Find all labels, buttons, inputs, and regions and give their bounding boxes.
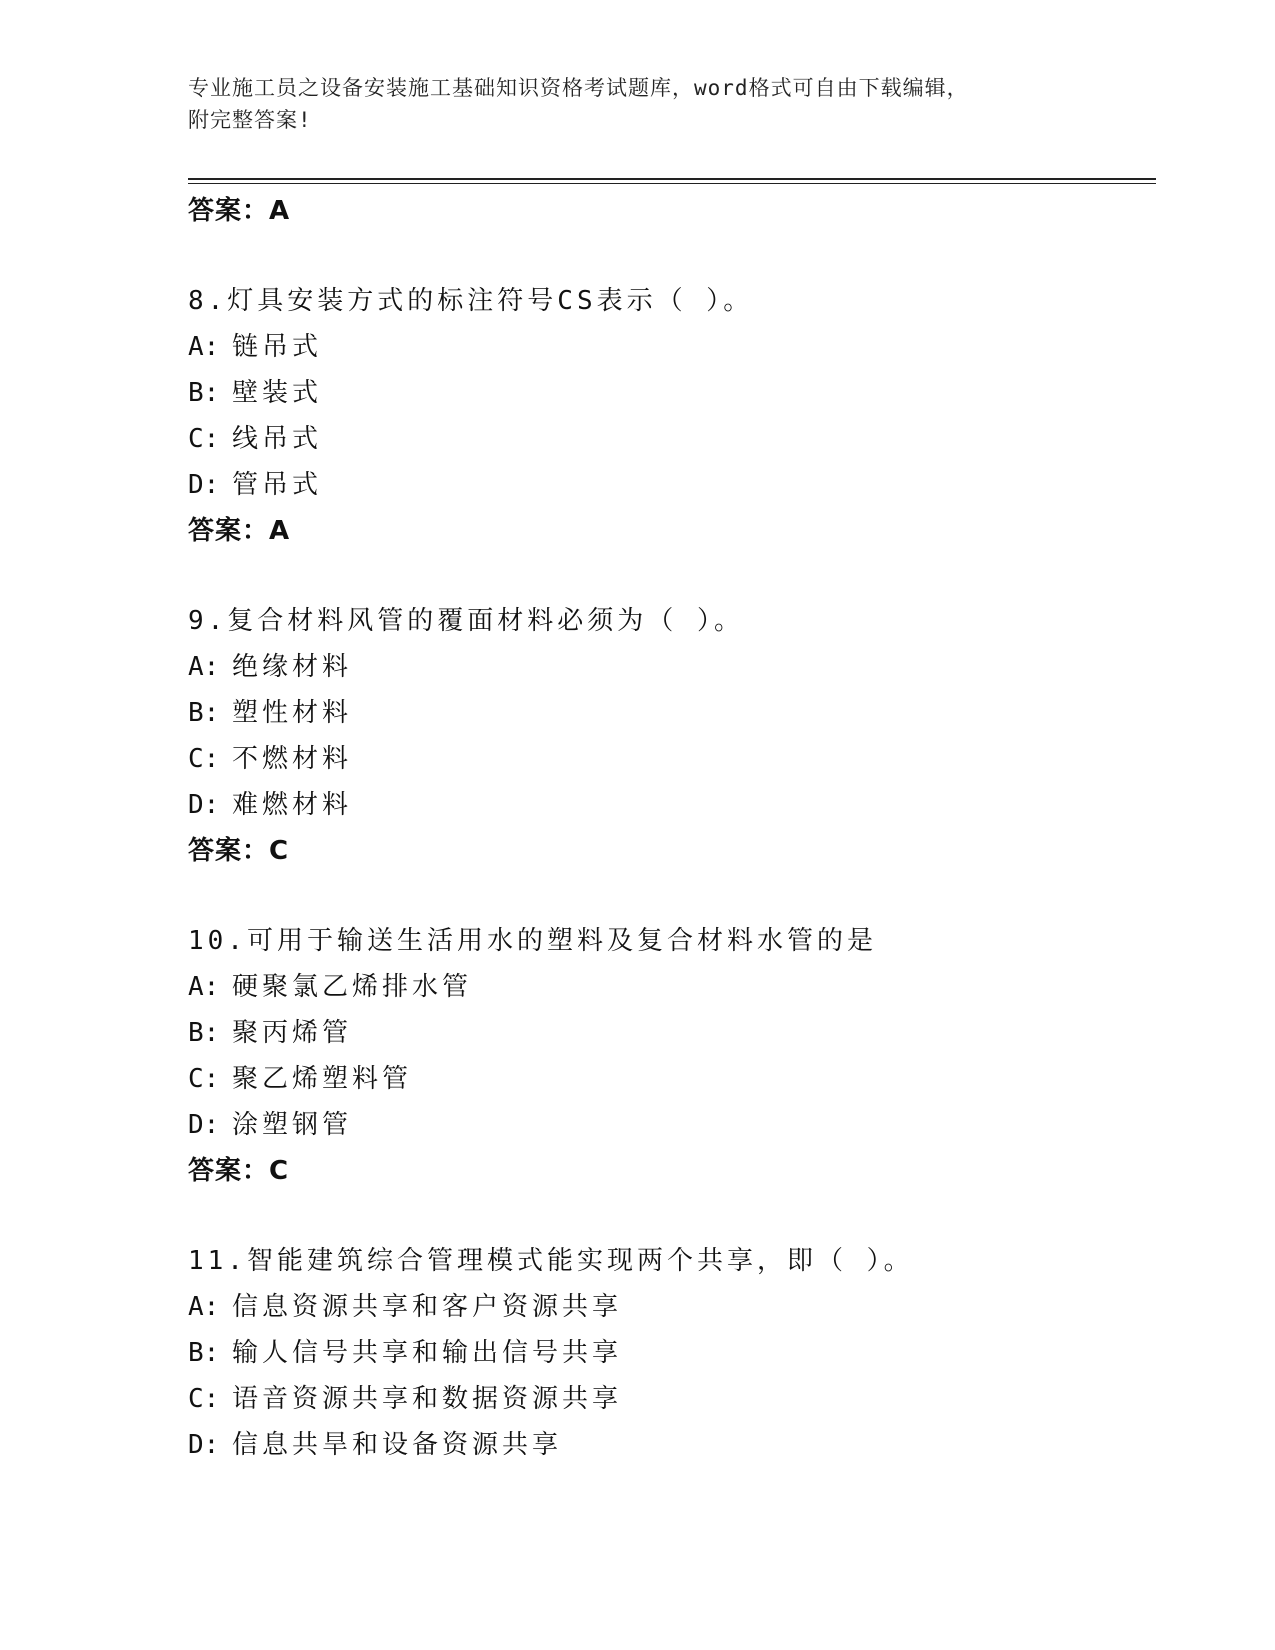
option-a (188, 1284, 1148, 1330)
option-key: A: (188, 332, 220, 362)
option-text: 壁装式 (232, 378, 323, 408)
option-text: 信息资源共享和客户资源共享 (232, 1292, 623, 1322)
option-text: 难燃材料 (232, 790, 353, 820)
header-divider-thick (188, 178, 1156, 180)
option-key: B: (188, 1018, 220, 1048)
option-a (188, 324, 1148, 370)
option-key: A: (188, 1292, 220, 1322)
option-key: C: (188, 1384, 220, 1414)
answer-line: 答案：C (188, 1156, 290, 1186)
option-text: 塑性材料 (232, 698, 353, 728)
option-key: B: (188, 698, 220, 728)
header-line-2: 附完整答案! (188, 108, 312, 132)
option-a (188, 644, 1148, 690)
option-text: 硬聚氯乙烯排水管 (232, 972, 473, 1002)
option-text: 不燃材料 (232, 744, 353, 774)
header-line-1: 专业施工员之设备安装施工基础知识资格考试题库，word格式可自由下载编辑， (188, 76, 969, 100)
option-text: 语音资源共享和数据资源共享 (232, 1384, 623, 1414)
option-key: D: (188, 1430, 220, 1460)
option-key: B: (188, 378, 220, 408)
option-key: C: (188, 424, 220, 454)
option-key: A: (188, 972, 220, 1002)
option-text: 聚丙烯管 (232, 1018, 353, 1048)
option-key: D: (188, 1110, 220, 1140)
option-b (188, 1010, 1148, 1056)
option-text: 链吊式 (232, 332, 323, 362)
option-d (188, 462, 1148, 508)
option-text: 输人信号共享和输出信号共享 (232, 1338, 623, 1368)
question-9 (188, 598, 1148, 874)
question-10 (188, 918, 1148, 1194)
question-text: 8.灯具安装方式的标注符号CS表示（ ）。 (188, 286, 754, 316)
option-text: 信息共旱和设备资源共享 (232, 1430, 563, 1460)
question-8 (188, 278, 1148, 554)
option-key: A: (188, 652, 220, 682)
option-c (188, 736, 1148, 782)
option-text: 聚乙烯塑料管 (232, 1064, 413, 1094)
option-a (188, 964, 1148, 1010)
answer-line: 答案：C (188, 836, 290, 866)
previous-answer: 答案：A (188, 196, 291, 226)
option-key: C: (188, 744, 220, 774)
option-text: 线吊式 (232, 424, 323, 454)
option-d (188, 1422, 1148, 1468)
option-c (188, 416, 1148, 462)
option-key: C: (188, 1064, 220, 1094)
option-text: 绝缘材料 (232, 652, 353, 682)
option-c (188, 1056, 1148, 1102)
option-key: B: (188, 1338, 220, 1368)
question-text: 10.可用于输送生活用水的塑料及复合材料水管的是 (188, 926, 877, 956)
header-divider-thin (188, 183, 1156, 184)
option-key: D: (188, 470, 220, 500)
question-text: 9.复合材料风管的覆面材料必须为（ ）。 (188, 606, 744, 636)
option-d (188, 782, 1148, 828)
option-text: 涂塑钢管 (232, 1110, 353, 1140)
document-header (188, 72, 1088, 136)
option-b (188, 370, 1148, 416)
option-d (188, 1102, 1148, 1148)
question-list (188, 188, 1148, 1468)
option-key: D: (188, 790, 220, 820)
option-text: 管吊式 (232, 470, 323, 500)
option-b (188, 690, 1148, 736)
option-b (188, 1330, 1148, 1376)
question-11 (188, 1238, 1148, 1468)
option-c (188, 1376, 1148, 1422)
answer-line: 答案：A (188, 516, 291, 546)
question-text: 11.智能建筑综合管理模式能实现两个共享，即（ ）。 (188, 1246, 914, 1276)
